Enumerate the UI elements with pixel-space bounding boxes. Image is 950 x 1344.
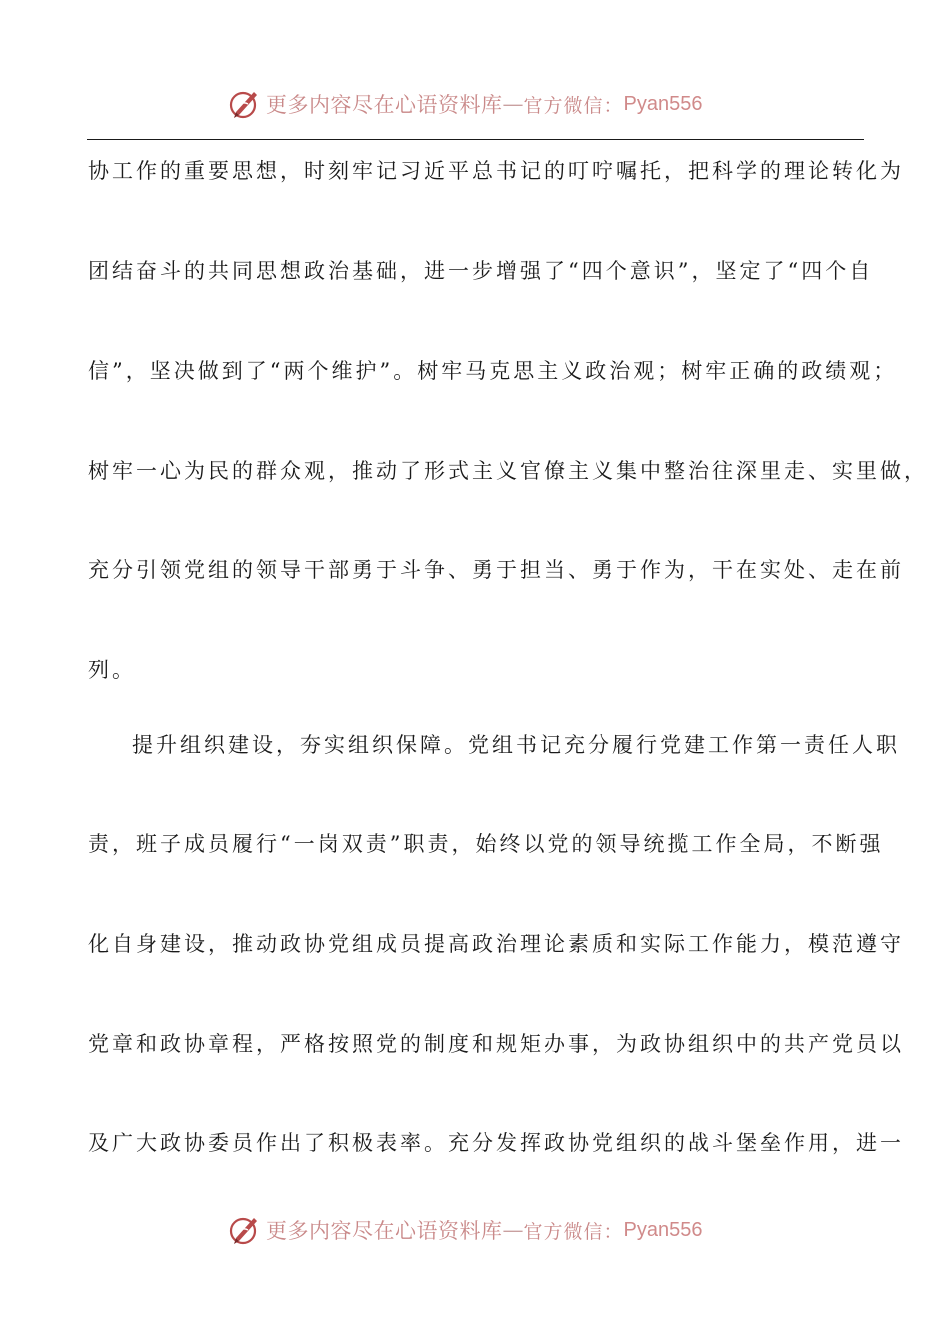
header-wechat-id: Pyan556 <box>623 92 703 115</box>
text-line: 树牢一心为民的群众观，推动了形式主义官僚主义集中整治往深里走、实里做， <box>88 459 928 483</box>
header-dash: — <box>502 92 524 116</box>
paragraph-first-line: 提升组织建设，夯实组织保障。党组书记充分履行党建工作第一责任人职 <box>132 733 900 757</box>
header-title: 更多内容尽在心语资料库 <box>266 93 503 117</box>
text-line: 及广大政协委员作出了积极表率。充分发挥政协党组织的战斗堡垒作用，进一 <box>88 1131 904 1155</box>
text-line: 列。 <box>88 658 136 682</box>
text-line: 责，班子成员履行“一岗双责”职责，始终以党的领导统揽工作全局，不断强 <box>88 832 884 856</box>
pen-logo-icon <box>228 87 262 121</box>
header-divider <box>87 139 864 140</box>
footer-banner <box>228 1210 702 1250</box>
footer-dash: — <box>502 1218 524 1242</box>
footer-wechat-id: Pyan556 <box>623 1218 703 1241</box>
pen-logo-icon <box>228 1213 262 1247</box>
footer-title: 更多内容尽在心语资料库 <box>266 1219 503 1243</box>
text-line: 团结奋斗的共同思想政治基础，进一步增强了“四个意识”，坚定了“四个自 <box>88 259 874 283</box>
footer-wechat-label: 官方微信： <box>523 1220 624 1243</box>
text-line: 化自身建设，推动政协党组成员提高政治理论素质和实际工作能力，模范遵守 <box>88 932 904 956</box>
header-wechat-label: 官方微信： <box>523 94 624 117</box>
text-line: 协工作的重要思想，时刻牢记习近平总书记的叮咛嘱托，把科学的理论转化为 <box>88 159 904 183</box>
text-line: 充分引领党组的领导干部勇于斗争、勇于担当、勇于作为，干在实处、走在前 <box>88 558 904 582</box>
text-line: 信”，坚决做到了“两个维护”。树牢马克思主义政治观；树牢正确的政绩观； <box>88 359 898 383</box>
header-banner <box>228 84 702 124</box>
text-line: 党章和政协章程，严格按照党的制度和规矩办事，为政协组织中的共产党员以 <box>88 1032 904 1056</box>
